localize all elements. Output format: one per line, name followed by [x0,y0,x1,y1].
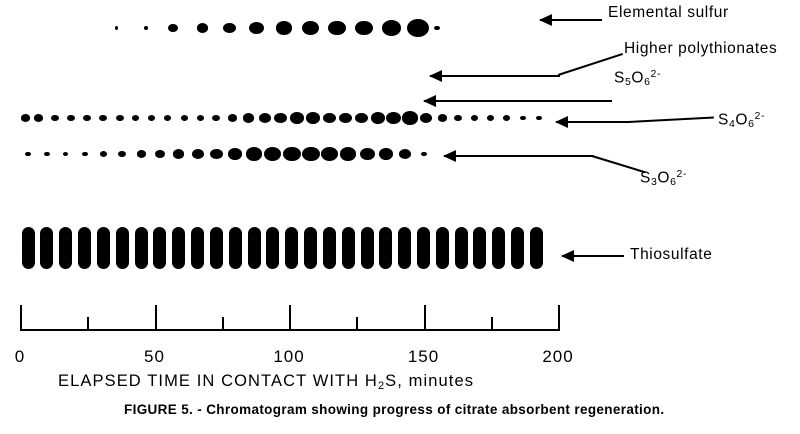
chromatogram-spot [83,115,91,122]
chromatogram-spot [323,227,336,269]
spot-row-higher-polythionates [0,98,580,138]
s4o6-n2: 6 [748,117,755,130]
chromatogram-spot [290,112,304,123]
chromatogram-spot [181,115,188,121]
chromatogram-spot [21,114,30,121]
chromatogram-spot [100,151,107,157]
chromatogram-spot [473,227,486,269]
chromatogram-spot [259,113,271,123]
chromatogram-spot [59,227,72,269]
chromatogram-spot [371,112,385,123]
chromatogram-spot [304,227,317,269]
chromatogram-spot [99,115,107,122]
chromatogram-spot [228,148,242,159]
s3o6-charge: 2- [676,168,688,180]
x-axis-title [58,372,474,392]
chromatogram-spot [340,147,356,160]
label-higher-polythionates: Higher polythionates [624,40,778,57]
s4o6-o: O [735,111,749,129]
chromatogram-spot [135,227,148,269]
chromatogram-spot [407,19,429,37]
chromatogram-spot [246,147,262,160]
chromatogram-spot [503,115,510,121]
figure-caption: FIGURE 5. - Chromatogram showing progress of citrate absorbent regeneration. [124,402,665,417]
chromatogram-spot [210,149,223,160]
chromatogram-spot [398,227,411,269]
chromatogram-spot [417,227,430,269]
chromatogram-spot [243,113,254,122]
s4o6-charge: 2- [754,110,766,122]
chromatogram-spot [223,23,236,34]
chromatogram-spot [249,22,264,34]
chromatogram-spot [132,115,139,121]
label-s4o6 [718,110,765,130]
chromatogram-spot [264,147,281,161]
chromatogram-spot [342,227,355,269]
chromatogram-spot [153,227,166,269]
arrow-s4o6 [556,121,630,123]
chromatogram-spot [285,227,298,269]
chromatogram-spot [530,227,543,269]
axis-tick-major [289,305,291,331]
chromatogram-spot [420,113,432,123]
chromatogram-spot [172,227,185,269]
chromatogram-spot [399,149,411,159]
arrow-s5o6 [424,100,612,102]
chromatogram-spot [192,149,204,159]
s5o6-n2: 6 [644,75,651,88]
axis-tick-major [558,305,560,331]
x-axis-title-pre: ELAPSED TIME IN CONTACT WITH H [58,372,378,390]
spot-row-elemental-sulfur [0,8,560,48]
chromatogram-spot [197,23,208,32]
chromatogram-spot [471,115,478,121]
chromatogram-spot [168,24,178,32]
leader-s4o6 [628,117,714,123]
s5o6-s: S [614,69,625,87]
chromatogram-spot [115,26,118,30]
axis-tick-minor [356,317,358,331]
spot-row-s3o6 [0,134,470,174]
chromatogram-spot [82,152,88,157]
arrow-higher-polythionates [430,75,560,77]
chromatogram-spot [302,21,319,35]
chromatogram-spot [436,227,449,269]
chromatogram-spot [511,227,524,269]
chromatogram-spot [306,112,320,123]
s5o6-charge: 2- [650,68,662,80]
chromatogram-spot [520,116,526,121]
chromatogram-spot [22,227,35,269]
chromatogram-spot [118,151,126,158]
axis-tick-minor [222,317,224,331]
chromatogram-spot [379,227,392,269]
chromatogram-spot [116,227,129,269]
chromatogram-spot [137,150,146,157]
axis-tick-major [155,305,157,331]
axis-tick-label: 0 [14,347,26,366]
chromatogram-spot [78,227,91,269]
chromatogram-spot [67,115,75,122]
axis-tick-label: 200 [542,347,574,366]
chromatogram-spot [328,21,346,36]
chromatogram-spot [361,227,374,269]
chromatogram-spot [44,152,50,157]
arrow-elemental-sulfur [540,19,602,21]
x-axis-title-post: S, minutes [385,372,475,390]
s3o6-s: S [640,169,651,187]
s4o6-s: S [718,111,729,129]
chromatogram-spot [386,112,401,124]
chromatogram-spot [51,115,59,122]
x-axis [20,305,558,345]
chromatogram-spot [339,113,352,124]
chromatogram-spot [197,115,204,121]
chromatogram-spot [492,227,505,269]
chromatogram-spot [266,227,279,269]
axis-tick-label: 50 [144,347,165,366]
axis-tick-minor [491,317,493,331]
chromatogram-spot [302,147,320,162]
chromatogram-spot [212,115,220,122]
chromatogram-spot [248,227,261,269]
chromatogram-spot [276,21,292,34]
chromatogram-spot [210,227,223,269]
chromatogram-spot [97,227,110,269]
chromatogram-spot [455,227,468,269]
chromatogram-spot [321,147,338,161]
label-elemental-sulfur: Elemental sulfur [608,4,729,21]
chromatogram-spot [355,113,368,124]
chromatogram-spot [360,148,375,160]
s3o6-n1: 3 [650,175,658,188]
chromatogram-spot [323,113,336,124]
chromatogram-spot [191,227,204,269]
chromatogram-spot [283,147,301,162]
s3o6-o: O [657,169,671,187]
chromatogram-spot [164,115,171,121]
chromatogram-spot [382,20,401,36]
chromatogram-spot [438,114,447,121]
axis-tick-major [424,305,426,331]
chromatogram-spot [454,115,462,122]
chromatogram-spot [274,113,287,124]
chromatogram-spot [173,149,184,158]
s5o6-n1: 5 [624,75,632,88]
chromatogram-spot [34,114,43,121]
s3o6-n2: 6 [670,175,677,188]
chromatogram-spot [228,114,237,121]
chromatogram-spot [25,152,31,157]
chromatogram-spot [402,111,418,124]
chromatogram-spot [434,26,440,31]
x-axis-title-sub: 2 [377,379,386,392]
chromatogram-spot [63,152,68,156]
label-thiosulfate: Thiosulfate [630,246,713,263]
chromatogram-spot [155,150,165,158]
chromatogram-spot [487,115,494,121]
arrow-thiosulfate [562,255,624,257]
label-s3o6 [640,168,687,188]
chromatogram-spot [148,115,155,121]
axis-tick-label: 150 [407,347,440,366]
chromatogram-spot [355,21,373,36]
chromatogram-spot [116,115,124,122]
label-s5o6 [614,68,661,88]
leader-s3o6 [592,155,646,173]
chromatogram-spot [144,26,148,30]
s4o6-n1: 4 [728,117,736,130]
axis-tick-minor [87,317,89,331]
chromatogram-spot [229,227,242,269]
axis-tick-major [20,305,22,331]
chromatogram-spot [536,116,542,121]
arrow-s3o6 [444,155,594,157]
chromatogram-spot [379,148,393,159]
spot-row-thiosulfate [0,228,560,268]
axis-tick-label: 100 [273,347,305,366]
chromatogram-spot [40,227,53,269]
s5o6-o: O [631,69,645,87]
chromatogram-spot [421,152,427,157]
